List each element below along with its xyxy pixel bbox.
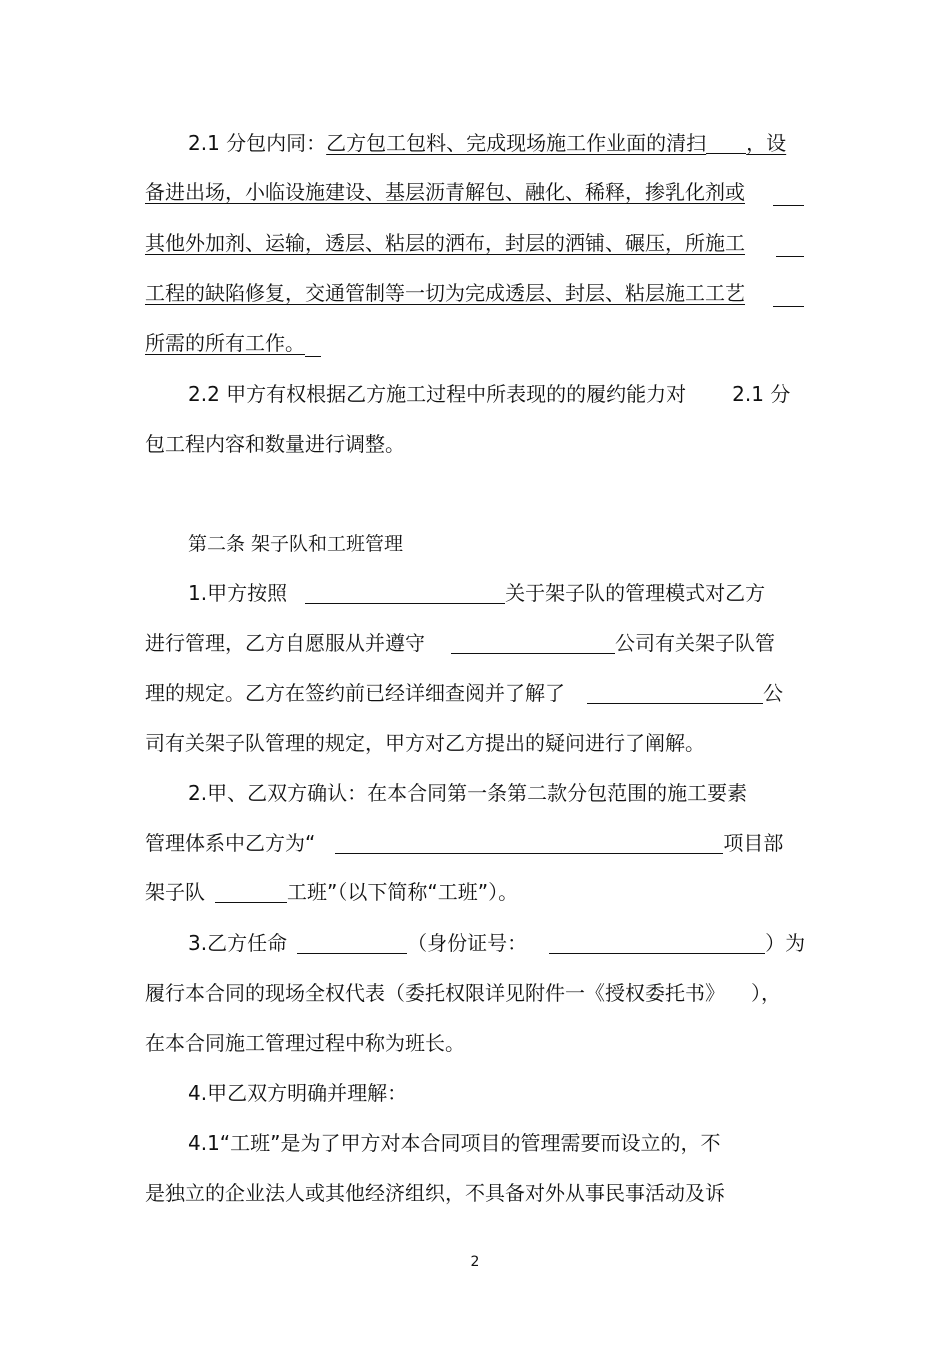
- paragraph-1-line-4: 司有关架子队管理的规定，甲方对乙方提出的疑问进行了阐解。: [145, 731, 705, 755]
- blank-field: [215, 882, 287, 903]
- clause-2-2-line-2: 包工程内容和数量进行调整。: [145, 432, 405, 456]
- clause-2-1-text: 乙方包工包料、完成现场施工作业面的清扫: [326, 131, 707, 155]
- paragraph-text: ）为: [765, 931, 806, 955]
- paragraph-3-line-2: [145, 981, 781, 1005]
- clause-2-1-line-5: 所需的所有工作。: [145, 331, 305, 355]
- clause-2-1-text-tail: ，设: [746, 131, 787, 155]
- clause-2-2-text: 2.2 甲方有权根据乙方施工过程中所表现的的履约能力对: [188, 382, 687, 406]
- paragraph-text: 管理体系中乙方为“: [145, 831, 316, 855]
- paragraph-text: 公: [763, 681, 783, 705]
- blank-field: [335, 833, 723, 854]
- underline-rule: [776, 256, 804, 257]
- underline-rule: [773, 306, 804, 307]
- blank-field: [451, 633, 615, 654]
- paragraph-2-line-3: [145, 880, 518, 904]
- paragraph-4-1-line-2: 是独立的企业法人或其他经济组织，不具备对外从事民事活动及诉: [145, 1181, 725, 1205]
- clause-2-2-line-1: [188, 382, 790, 406]
- clause-2-1-line-4: 工程的缺陷修复，交通管制等一切为完成透层、封层、粘层施工工艺: [145, 281, 745, 305]
- clause-2-1-line-1: [188, 131, 786, 155]
- blank-field: [305, 583, 505, 604]
- paragraph-text: 架子队: [145, 880, 205, 904]
- clause-2-1-label: 2.1 分包内同：: [188, 131, 327, 155]
- blank-field: [549, 933, 765, 954]
- paragraph-text: 理的规定。乙方在签约前已经详细查阅并了解了: [145, 681, 565, 705]
- paragraph-text: 关于架子队的管理模式对乙方: [505, 581, 766, 605]
- clause-2-2-ref: 2.1 分: [732, 382, 791, 406]
- paragraph-text: 工班”（以下简称“工班”）。: [287, 880, 519, 904]
- paragraph-text: 3.乙方任命: [188, 931, 288, 955]
- paragraph-4-1-line-1: 4.1“工班”是为了甲方对本合同项目的管理需要而设立的，不: [188, 1131, 721, 1155]
- paragraph-3-line-3: 在本合同施工管理过程中称为班长。: [145, 1031, 465, 1055]
- paragraph-2-line-2: [145, 831, 783, 855]
- page-number: 2: [470, 1254, 480, 1270]
- paragraph-1-line-1: [188, 581, 765, 605]
- blank-field: [706, 133, 746, 154]
- paragraph-1-line-3: [145, 681, 783, 705]
- clause-2-1-line-2: 备进出场，小临设施建设、基层沥青解包、融化、稀释，掺乳化剂或: [145, 180, 745, 204]
- paragraph-4-line-1: 4.甲乙双方明确并理解：: [188, 1081, 408, 1105]
- paragraph-text: （身份证号：: [407, 931, 528, 955]
- paragraph-text: 项目部: [723, 831, 784, 855]
- paragraph-text: ），: [751, 981, 781, 1005]
- paragraph-3-line-1: [188, 931, 805, 955]
- underline-rule: [305, 356, 321, 357]
- blank-field: [587, 683, 763, 704]
- blank-field: [297, 933, 407, 954]
- paragraph-text: 进行管理，乙方自愿服从并遵守: [145, 631, 425, 655]
- paragraph-text: 公司有关架子队管: [615, 631, 775, 655]
- paragraph-1-line-2: [145, 631, 775, 655]
- article-heading: 第二条 架子队和工班管理: [188, 533, 404, 555]
- paragraph-2-line-1: 2.甲、乙双方确认：在本合同第一条第二款分包范围的施工要素: [188, 781, 748, 805]
- paragraph-text: 1.甲方按照: [188, 581, 288, 605]
- underline-rule: [773, 205, 804, 206]
- clause-2-1-line-3: 其他外加剂、运输，透层、粘层的洒布，封层的洒铺、碾压，所施工: [145, 231, 745, 255]
- paragraph-text: 履行本合同的现场全权代表（委托权限详见附件一《授权委托书》: [145, 981, 725, 1005]
